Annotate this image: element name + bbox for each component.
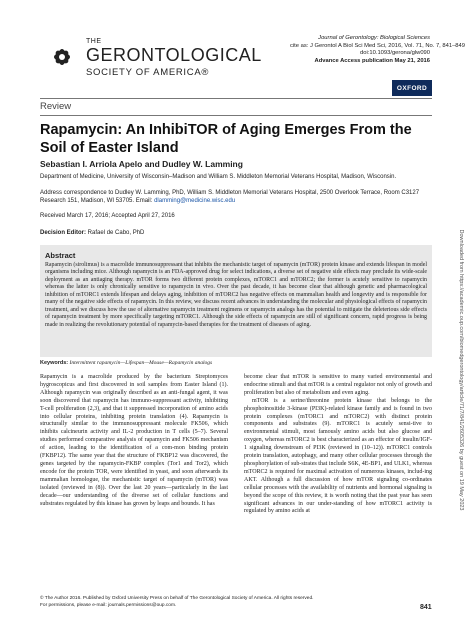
abstract-text: Rapamycin (sirolimus) is a macrolide immunosuppressant that inhibits the mechanistic target of rapamycin (mTOR) protein kinase and extends lifespan in model organisms including mice. Although rapamycin is an FDA-approved drug for select indications, a diverse set of negative side effects may preclude its wide-scale deployment as an antiaging therapy. mTOR forms two different protein complexes, mTORC1 and mTORC2; the former is acutely sensitive to rapamycin whereas the latter is only chronically sensitive to rapamycin in vivo. Over the past decade, it has become clear that although genetic and pharmacological inhibition of mTORC1 extends lifespan and delays aging, inhibition of mTORC2 has negative effects on mammalian health and longevity and is responsible for many of the negative side effects of rapamycin. In this review, we discuss recent advances in understanding the molecular and physiological effects of rapamycin treatment, and we discuss how the use of alternative rapamycin treatment regimens or rapamycin analogs has the potential to mitigate the deleterious side effects of rapamycin treatment by more specifically targeting mTORC1. Although the side effects of rapamycin are still of significant concern, rapid progress is being made in realizing the revolutionary potential of rapamycin-based therapies for the treatment of diseases of aging. [45, 262, 427, 328]
cite-line: cite as: J Gerontol A Biol Sci Med Sci, 2016, Vol. 71, No. 7, 841–849 [290, 42, 465, 49]
gsa-logo-icon [40, 36, 84, 78]
abstract-heading: Abstract [45, 251, 76, 260]
body-paragraph: Rapamycin is a macrolide produced by the bacterium Streptomyces hygroscopicus and first discovered in soil samples from Easter Island (1). Although rapamycin was originally described as an anti-fungal agent, it was soon discovered that rapamycin has immuno-suppressant activity, inhibiting T-cell proliferation (2,3), and that it suppressed incorporation of amino acids into cellular proteins, inhibiting protein translation (4). Rapamycin is structurally similar to the immunosuppressant molecule FK506, which inhibits calcineurin activity and IL-2 production in T cells (5–7). Several studies performed comparative analysis of rapamycin and FK506 mechanism of action, leading to the identification of a com-mon binding protein (FKBP12). The same year that the structure of FKBP12 was discovered, the genes targeted by the rapamycin-FKBP complex (Tor1 and Tor2), which encode for the protein TOR, were identified in yeast, and soon afterwards its mammalian homologue, the mechanistic target of rapamycin (mTOR) was isolated (reviewed in (8)). Over the last 20 years—particularly in the last decade—our understanding of the diverse set of cellular functions and substrates regulated by this kinase has grown by leaps and bounds. It has [40, 374, 228, 507]
journal-name: Journal of Gerontology: Biological Sciences [318, 35, 430, 41]
keywords-label: Keywords: [40, 360, 69, 366]
body-paragraph: mTOR is a serine/threonine protein kinase that belongs to the phosphoinositide 3-kinase (PI3K)-related kinase family and is found in two protein complexes (mTORC1 and mTORC2) with distinct protein components and substrates (9). mTORC1 is acutely sensi-tive to environmental stimuli, most famously amino acids but also glucose and oxygen, whereas mTORC2 is best characterized as an effector of insulin/IGF-1 signaling downstream of PI3K (reviewed in (10–12)). mTORC1 controls protein translation, autophagy, and many other cellular processes through the phosphorylation of sub-strates that include S6K, 4E-BP1, and ULK1, whereas mTORC2 is required for maximal activation of numerous kinases, includ-ing AKT. Although a full discussion of how mTOR signaling co-ordinates cellular processes with the availability of nutrients and hormonal signaling is beyond the scope of this review, it is worth noting that the past year has seen significant advances in our under-standing of how mTORC1 activity is regulated by amino acids at [244, 397, 432, 515]
correspondence-text: Address correspondence to Dudley W. Lamming, PhD, William S. Middleton Memorial Veterans Hospital, 2500 Overlook Terrace, Room C3127 Research 151, Madison, WI 53705. Email: [40, 190, 420, 204]
copyright-footer [40, 596, 400, 609]
header-divider [40, 98, 432, 99]
body-left-column [40, 374, 228, 508]
society-name-line2: SOCIETY OF AMERICA® [86, 67, 210, 78]
editor-label: Decision Editor: [40, 230, 87, 236]
download-watermark [456, 155, 466, 585]
affiliation: Department of Medicine, University of Wisconsin–Madison and William S. Middleton Memorial Veterans Hospital, Madison, Wisconsin. [40, 174, 397, 180]
decision-editor [40, 229, 432, 237]
section-divider [40, 115, 432, 116]
body-paragraph: become clear that mTOR is sensitive to many varied environmental and endocrine stimuli and that mTOR is a central regulator not only of growth and proliferation but also of metabolism and even aging. [244, 374, 432, 396]
section-label: Review [40, 101, 72, 112]
correspondence [40, 189, 432, 205]
article-title: Rapamycin: An InhibiTOR of Aging Emerges From the Soil of Easter Island [40, 122, 412, 156]
journal-meta [290, 35, 465, 65]
authors: Sebastian I. Arriola Apelo and Dudley W. Lamming [40, 159, 243, 169]
editor-name: Rafael de Cabo, PhD [86, 230, 145, 236]
permissions-line: For permissions, please e-mail: journals.permissions@oup.com. [40, 602, 177, 608]
society-the: THE [86, 38, 102, 45]
page-number: 841 [420, 604, 432, 611]
body-right-column [244, 374, 432, 516]
society-name-line1: GERONTOLOGICAL [86, 45, 262, 65]
keywords-text: Intermittent rapamycin—Lifespan—Mouse—Rapamycin analogs [68, 360, 213, 366]
dates: Received March 17, 2016; Accepted April 27, 2016 [40, 213, 175, 219]
copyright-line: © The Author 2016. Published by Oxford University Press on behalf of The Gerontological Society of America. All rights reserved. [40, 596, 314, 601]
keywords [40, 360, 432, 366]
oxford-logo: OXFORD [392, 80, 432, 96]
email-link[interactable]: dlamming@medicine.wisc.edu [154, 198, 236, 204]
download-watermark-text: Downloaded from https://academic.oup.com/biomedgerontology/article/71/7/841/2605326 by guest on 19 May 2023 [458, 229, 464, 511]
doi: doi:10.1093/gerona/glw090 [360, 50, 430, 57]
advance-access: Advance Access publication May 21, 2016 [314, 57, 430, 64]
